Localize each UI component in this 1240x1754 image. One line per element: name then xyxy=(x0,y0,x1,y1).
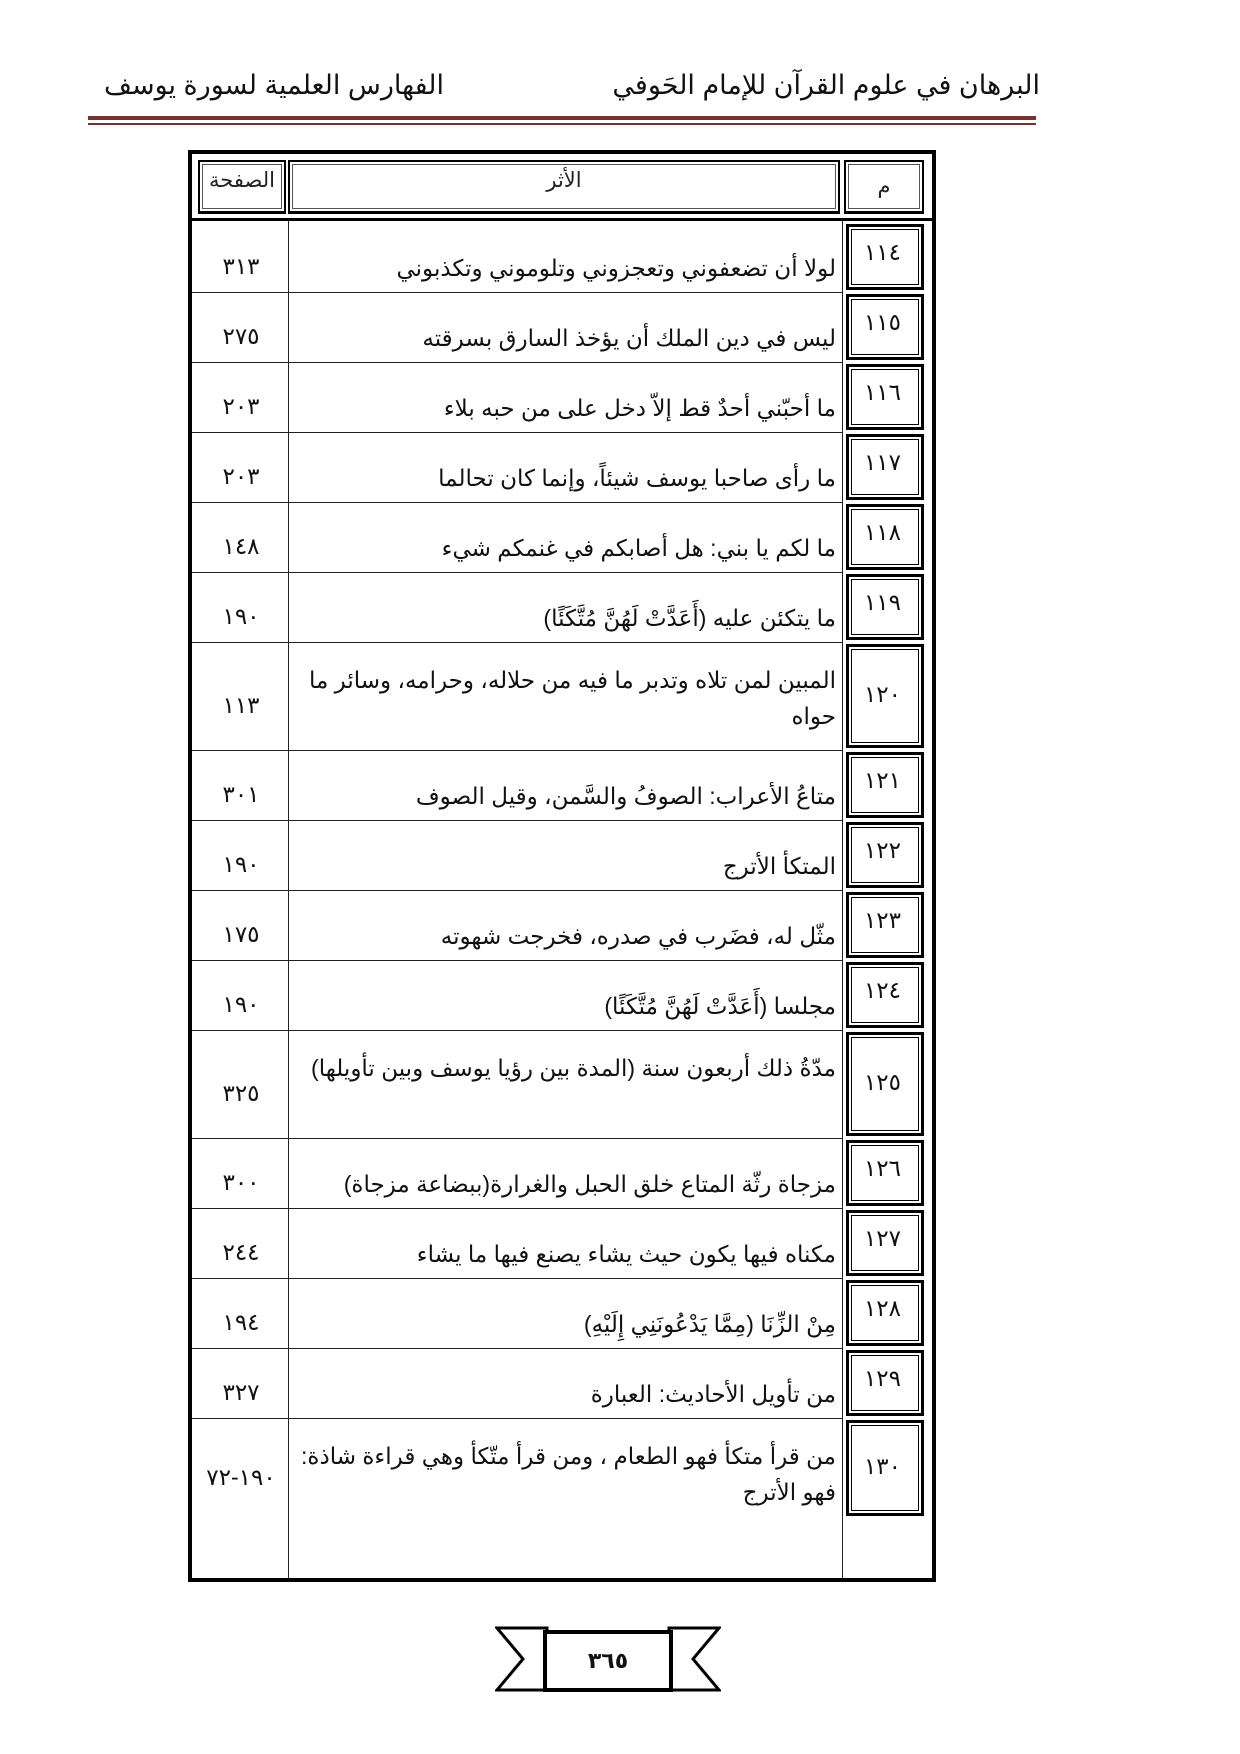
row-separator xyxy=(192,362,842,363)
row-page-number: ٢٧٥ xyxy=(222,323,260,349)
row-page-number: ٣٢٧ xyxy=(222,1379,260,1405)
row-number: ١٢٦ xyxy=(863,1155,901,1181)
athar-index-table xyxy=(188,150,936,1582)
row-athar-text: مكناه فيها يكون حيث يشاء يصنع فيها ما يشاء xyxy=(416,1241,836,1267)
row-page-number: ١٧٥ xyxy=(222,921,260,947)
row-separator xyxy=(192,960,842,961)
row-number: ١٣٠ xyxy=(863,1453,901,1479)
row-athar-text: ما رأى صاحبا يوسف شيئاً، وإنما كان تحالما xyxy=(438,465,836,491)
row-page-number: ١٩٠ xyxy=(222,851,260,877)
row-page-number: ١٩٠ xyxy=(222,603,260,629)
header-rule-thin xyxy=(88,123,1036,125)
row-number-cell xyxy=(846,1280,924,1346)
header-book-title: البرهان في علوم القرآن للإمام الحَوفي xyxy=(612,70,1040,100)
row-number: ١١٥ xyxy=(863,309,901,335)
row-athar-text: ما لكم يا بني: هل أصابكم في غنمكم شيء xyxy=(441,535,836,561)
row-number-cell xyxy=(846,962,924,1028)
row-separator xyxy=(192,502,842,503)
row-number: ١٢٧ xyxy=(863,1225,901,1251)
row-separator xyxy=(192,572,842,573)
row-page-number: ١٩٤ xyxy=(222,1309,260,1335)
row-number: ١٢٣ xyxy=(863,907,901,933)
column-divider-text xyxy=(842,220,843,1578)
row-number-cell xyxy=(846,1140,924,1206)
row-number-cell xyxy=(846,822,924,888)
row-number-cell xyxy=(846,1350,924,1416)
row-athar-text: مزجاة رثّة المتاع خلق الحبل والغرارة(ببضاعة مزجاة) xyxy=(343,1171,836,1197)
row-athar-text: من تأويل الأحاديث: العبارة xyxy=(590,1381,836,1407)
row-number: ١٢٠ xyxy=(863,681,901,707)
column-header-number xyxy=(844,160,924,214)
row-separator xyxy=(192,292,842,293)
row-page-number: ٢٠٣ xyxy=(222,463,260,489)
row-number: ١٢٤ xyxy=(863,977,901,1003)
row-athar-text: مجلسا (أَعَدَّتْ لَهُنَّ مُتَّكَئًا) xyxy=(604,993,836,1019)
row-page-number: ٢٠٣ xyxy=(222,393,260,419)
row-athar-text: من قرأ متكأ فهو الطعام ، ومن قرأ متّكأ وهي قراءة شاذة: فهو الأترج xyxy=(301,1443,836,1505)
row-athar-text: مدّةُ ذلك أربعون سنة (المدة بين رؤيا يوسف وبين تأويلها) xyxy=(311,1055,836,1081)
column-header-page-label: الصفحة xyxy=(209,169,275,192)
column-header-athar-label: الأثر xyxy=(546,169,582,192)
row-athar-text: مِنْ الزِّنَا (مِمَّا يَدْعُونَنِي إِلَيْهِ) xyxy=(583,1311,836,1337)
row-separator xyxy=(192,432,842,433)
row-page-number: ٣٠٠ xyxy=(222,1169,260,1195)
row-number-cell xyxy=(846,1032,924,1136)
row-separator xyxy=(192,1208,842,1209)
row-separator xyxy=(192,642,842,643)
row-number-cell xyxy=(846,504,924,570)
row-page-number: ١٤٨ xyxy=(222,533,260,559)
row-athar-text: متاعُ الأعراب: الصوفُ والسَّمن، وقيل الصوف xyxy=(415,783,836,809)
row-number-cell xyxy=(846,434,924,500)
row-separator xyxy=(192,1418,842,1419)
row-page-number: ٣١٣ xyxy=(222,253,260,279)
row-separator xyxy=(192,1138,842,1139)
row-separator xyxy=(192,1030,842,1031)
row-page-number: ١١٣ xyxy=(222,692,260,718)
row-number: ١١٩ xyxy=(863,589,901,615)
row-number-cell xyxy=(846,644,924,748)
row-page-number: ١٩٠-٧٢ xyxy=(206,1464,276,1490)
row-number: ١٢٨ xyxy=(863,1295,901,1321)
row-number-cell xyxy=(846,752,924,818)
row-number: ١١٤ xyxy=(863,239,901,265)
row-number-cell xyxy=(846,224,924,290)
row-separator xyxy=(192,1278,842,1279)
column-header-page xyxy=(198,160,286,214)
row-page-number: ٣٢٥ xyxy=(222,1080,260,1106)
row-athar-text: المبين لمن تلاه وتدبر ما فيه من حلاله، وحرامه، وسائر ما حواه xyxy=(308,667,836,729)
page-number-ribbon xyxy=(495,1620,721,1706)
row-number: ١١٧ xyxy=(863,449,901,475)
row-number-cell xyxy=(846,1420,924,1516)
row-number: ١١٦ xyxy=(863,379,901,405)
column-header-athar xyxy=(288,160,840,214)
row-number: ١١٨ xyxy=(863,519,901,545)
row-athar-text: لولا أن تضعفوني وتعجزوني وتلوموني وتكذبوني xyxy=(396,255,836,281)
row-separator xyxy=(192,750,842,751)
row-athar-text: ليس في دين الملك أن يؤخذ السارق بسرقته xyxy=(422,325,836,351)
row-athar-text: ما أحبّني أحدٌ قط إلاّ دخل على من حبه بلاء xyxy=(443,395,836,421)
column-header-number-label: م xyxy=(877,175,891,198)
row-athar-text: مثّل له، فضَرب في صدره، فخرجت شهوته xyxy=(440,923,836,949)
row-separator xyxy=(192,1348,842,1349)
row-number-cell xyxy=(846,294,924,360)
header-bottom-rule xyxy=(192,218,932,221)
row-number-cell xyxy=(846,892,924,958)
row-athar-text: المتكأ الأترج xyxy=(722,853,836,879)
row-number: ١٢١ xyxy=(863,767,901,793)
row-separator xyxy=(192,890,842,891)
header-section-title: الفهارس العلمية لسورة يوسف xyxy=(104,70,444,100)
row-separator xyxy=(192,820,842,821)
row-number: ١٢٥ xyxy=(863,1069,901,1095)
row-number-cell xyxy=(846,1210,924,1276)
page-number: ٣٦٥ xyxy=(587,1648,629,1673)
row-page-number: ٣٠١ xyxy=(222,781,260,807)
row-page-number: ٢٤٤ xyxy=(222,1239,260,1265)
row-number: ١٢٩ xyxy=(863,1365,901,1391)
row-number-cell xyxy=(846,574,924,640)
row-athar-text: ما يتكئن عليه (أَعَدَّتْ لَهُنَّ مُتَّكَئًا) xyxy=(543,605,836,631)
row-page-number: ١٩٠ xyxy=(222,991,260,1017)
row-number: ١٢٢ xyxy=(863,837,901,863)
column-divider-page xyxy=(288,220,289,1578)
header-rule xyxy=(88,116,1036,120)
row-number-cell xyxy=(846,364,924,430)
